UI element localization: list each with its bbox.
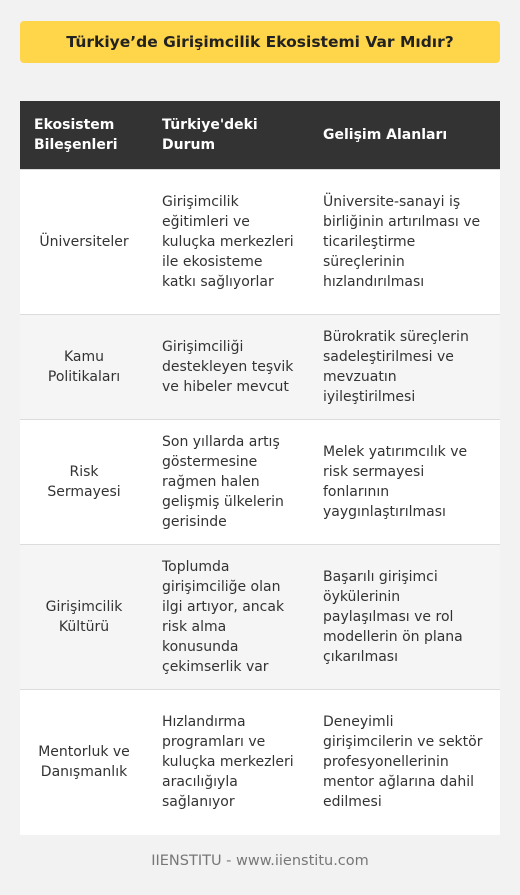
improvement-cell: Melek yatırımcılık ve risk sermayesi fonlarının yaygınlaştırılması [309,420,500,545]
ecosystem-table [20,101,500,835]
improvement-cell: Bürokratik süreçlerin sadeleştirilmesi ve mevzuatın iyileştirilmesi [309,315,500,420]
table-row [20,545,500,690]
footer-credit: IIENSTITU - www.iienstitu.com [151,853,369,869]
page-title: Türkiye’de Girişimcilik Ekosistemi Var Mıdır? [20,21,500,63]
header-improvement: Gelişim Alanları [309,101,500,170]
component-cell: Üniversiteler [20,170,148,315]
component-cell: Girişimcilik Kültürü [20,545,148,690]
status-cell: Girişimcilik eğitimleri ve kuluçka merkezleri ile ekosisteme katkı sağlıyorlar [148,170,309,315]
table-row [20,170,500,315]
improvement-cell: Üniversite-sanayi iş birliğinin artırılması ve ticarileştirme süreçlerinin hızlandırılması [309,170,500,315]
improvement-cell: Deneyimli girişimcilerin ve sektör profesyonellerinin mentor ağlarına dahil edilmesi [309,690,500,835]
improvement-cell: Başarılı girişimci öykülerinin paylaşılması ve rol modellerin ön plana çıkarılması [309,545,500,690]
component-cell: Risk Sermayesi [20,420,148,545]
component-cell: Mentorluk ve Danışmanlık [20,690,148,835]
table-row [20,420,500,545]
header-components: Ekosistem Bileşenleri [20,101,148,170]
component-cell: Kamu Politikaları [20,315,148,420]
header-status: Türkiye'deki Durum [148,101,309,170]
status-cell: Girişimciliği destekleyen teşvik ve hibeler mevcut [148,315,309,420]
status-cell: Hızlandırma programları ve kuluçka merkezleri aracılığıyla sağlanıyor [148,690,309,835]
status-cell: Son yıllarda artış göstermesine rağmen halen gelişmiş ülkelerin gerisinde [148,420,309,545]
table-header-row [20,101,500,170]
status-cell: Toplumda girişimciliğe olan ilgi artıyor, ancak risk alma konusunda çekimserlik var [148,545,309,690]
table-row [20,690,500,835]
table-row [20,315,500,420]
